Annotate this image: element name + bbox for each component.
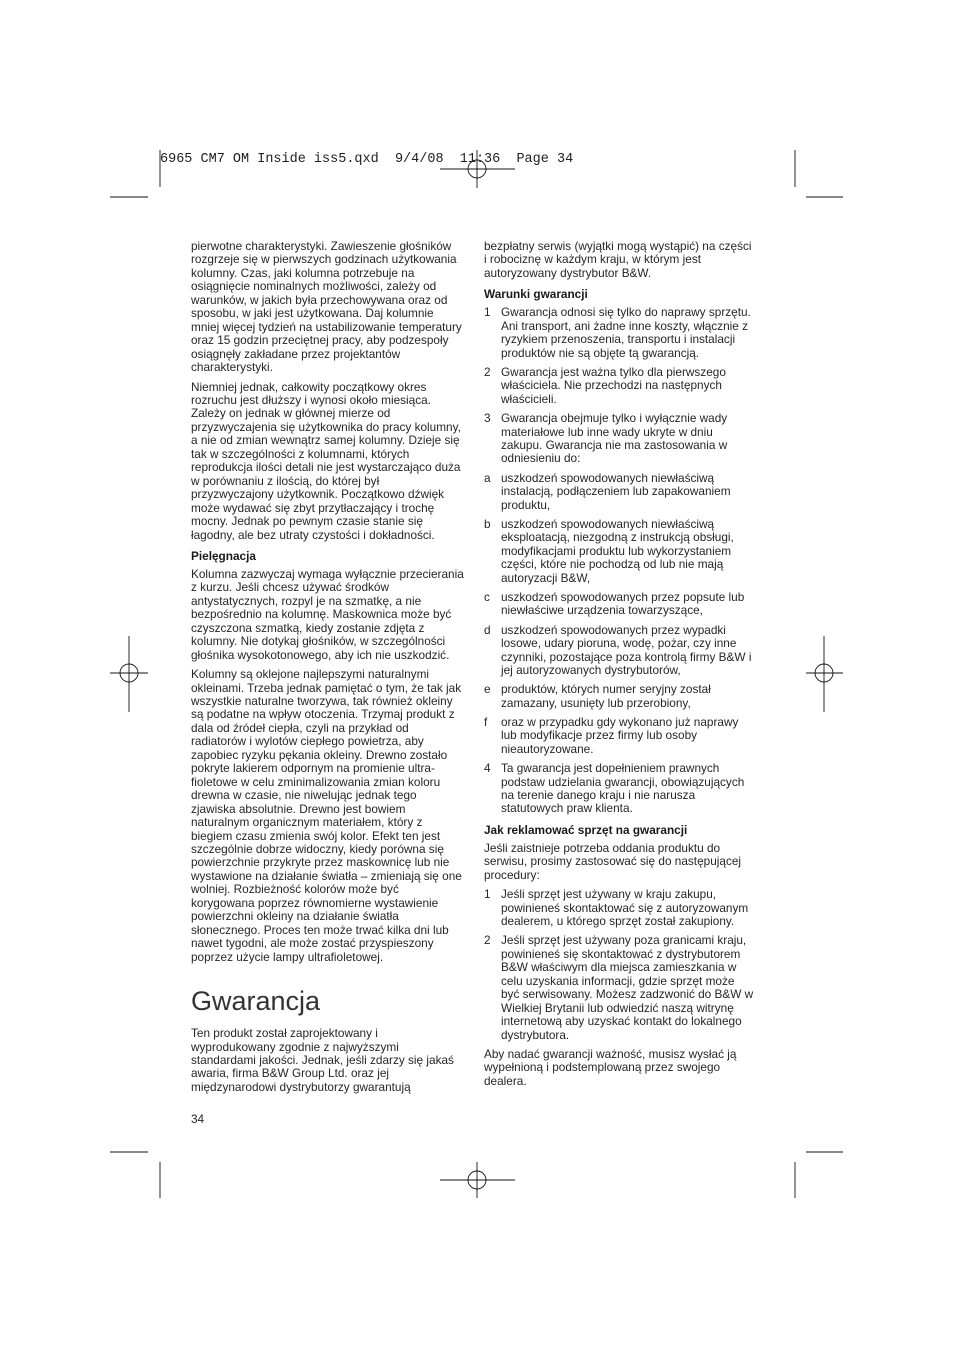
claim-step-item	[484, 888, 776, 928]
condition-item	[484, 366, 776, 406]
condition-item	[484, 472, 776, 512]
item-text: Ta gwarancja jest dopełnieniem prawnych podstaw udzielania gwarancji, obowiązujących na terenie danego kraju i nie narusza statutowych praw klienta.	[501, 761, 745, 816]
condition-item	[484, 624, 776, 678]
item-marker: 2	[484, 933, 491, 948]
item-marker: c	[484, 589, 490, 604]
item-text: uszkodzeń spowodowanych niewłaściwą instalacją, podłączeniem lub zapakowaniem produktu,	[501, 470, 731, 512]
print-slug-header: 6965 CM7 OM Inside iss5.qxd 9/4/08 11:36 Page 34	[160, 152, 574, 167]
condition-item	[484, 518, 776, 585]
item-marker: 1	[484, 305, 491, 320]
item-text: Gwarancja jest ważna tylko dla pierwszego właściciela. Nie przechodzi na następnych właścicieli.	[501, 364, 726, 406]
item-marker: b	[484, 516, 491, 531]
item-text: uszkodzeń spowodowanych przez wypadki losowe, udary pioruna, wodę, pożar, czy inne czynniki, pozostające poza kontrolą firmy B&W i jej autoryzowanych dystrybutorów,	[501, 622, 752, 677]
warranty-section-title: Gwarancja	[191, 986, 321, 1017]
intro-paragraph: Niemniej jednak, całkowity początkowy okres rozruchu jest dłuższy i wynosi około miesiąca. Zależy on jednak w głównej mierze od przyzwyczajenia się użytkownika do pracy kolumny, a nie od zmian wewnątrz samej kolumny. Dzieje się tak w szczególności z kolumnami, których reprodukcja ilości detali nie jest wystarczająco duża w porównaniu z ilością, do której był przyzwyczajony użytkownik. Początkowo dźwięk może wydawać się zbyt przytłaczający i trochę mocny. Jednak po pewnym czasie stanie się łagodny, ale bez utraty czystości i dokładności.	[191, 379, 461, 542]
condition-item	[484, 412, 776, 466]
item-text: Gwarancja odnosi się tylko do naprawy sprzętu. Ani transport, ani żadne inne koszty, włącznie z ryzykiem przenoszenia, transportu i instalacji produktów nie są objęte tą gwarancją.	[501, 305, 751, 360]
closing-paragraph: Aby nadać gwarancji ważność, musisz wysłać ją wypełnioną i podstemplowaną przez swojego dealera.	[484, 1046, 737, 1088]
item-marker: 1	[484, 887, 491, 902]
item-marker: 4	[484, 761, 491, 776]
conditions-heading: Warunki gwarancji	[484, 287, 588, 302]
condition-item	[484, 716, 776, 756]
care-paragraph: Kolumny są oklejone najlepszymi naturalnymi okleinami. Trzeba jednak pamiętać o tym, że tak jak wszystkie naturalne tworzywa, tak również okleiny są podatne na wpływ otoczenia. Trzymaj produkt z dala od źródeł ciepła, czyli na przykład od radiatorów i wylotów ciepłego powietrza, aby zapobiec ryzyku pękania okleiny. Drewno zostało pokryte lakierem odpornym na promienie ultra- fioletowe w celu zminimalizowania zmian koloru drewna w czasie, nie niwelując jednak tego zjawiska absolutnie. Drewno jest bowiem naturalnym organicznym materiałem, który z biegiem czasu zmienia swój kolor. Efekt ten jest szczególnie dobrze widoczny, kiedy porówna się powierzchnie przykryte przez maskownicę lub nie wystawione na działanie światła – zmieniają się one wolniej. Rozbieżność kolorów może być korygowana poprzez równomierne wystawienie powierzchni okleiny na działanie światła słonecznego. Proces ten może trwać kilka dni lub nawet tygodni, ale może zostać przyspieszony poprzez użycie lampy ultrafioletowej.	[191, 667, 462, 964]
condition-item	[484, 762, 776, 816]
item-text: uszkodzeń spowodowanych przez popsute lub niewłaściwe urządzenia towarzyszące,	[501, 589, 745, 618]
claim-intro-paragraph: Jeśli zaistnieje potrzeba oddania produktu do serwisu, prosimy zastosować się do następującej procedury:	[484, 840, 742, 882]
item-marker: 2	[484, 364, 491, 379]
left-column	[191, 240, 476, 1100]
condition-item	[484, 306, 776, 360]
item-text: Jeśli sprzęt jest używany w kraju zakupu, powinieneś skontaktować się z autoryzowanym dealerem, u którego sprzęt został zakupiony.	[501, 887, 749, 929]
item-text: uszkodzeń spowodowanych niewłaściwą eksploatacją, niezgodną z instrukcją obsługi, modyfikacjami produktu lub wykorzystaniem części, które nie pochodzą od lub nie mają autoryzacji B&W,	[501, 516, 734, 585]
condition-item	[484, 591, 776, 618]
item-text: Gwarancja obejmuje tylko i wyłącznie wady materiałowe lub inne wady ukryte w dniu zakupu. Gwarancja nie ma zastosowania w odniesieniu do:	[501, 411, 728, 466]
item-marker: 3	[484, 411, 491, 426]
conditions-list	[484, 306, 776, 816]
intro-paragraph: pierwotne charakterystyki. Zawieszenie głośników rozgrzeje się w pierwszych godzinach użytkowania kolumny. Czas, jaki kolumna potrzebuje na osiągnięcie nominalnych możliwości, zależy od warunków, w jakich była przechowywana oraz od sposobu, w jaki jest użytkowana. Daj kolumnie mniej więcej tydzień na ustabilizowanie temperatury oraz 15 godzin przeciętnej pracy, aby podzespoły osiągnęły zakładane przez projektantów charakterystyki.	[191, 239, 462, 375]
condition-item	[484, 683, 776, 710]
right-column	[484, 240, 776, 1094]
item-text: produktów, których numer seryjny został zamazany, usunięty lub przerobiony,	[501, 682, 711, 710]
claim-step-item	[484, 934, 776, 1042]
care-heading: Pielęgnacja	[191, 548, 256, 563]
item-marker: d	[484, 622, 491, 637]
warranty-intro-continued: bezpłatny serwis (wyjątki mogą wystąpić) na części i robociznę w każdym kraju, w którym jest autoryzowany dystrybutor B&W.	[484, 239, 752, 280]
claim-steps-list	[484, 888, 776, 1042]
claim-heading: Jak reklamować sprzęt na gwarancji	[484, 822, 688, 837]
item-text: oraz w przypadku gdy wykonano już naprawy lub modyfikacje przez firmy lub osoby nieautoryzowane.	[501, 714, 739, 756]
item-marker: e	[484, 682, 491, 697]
item-text: Jeśli sprzęt jest używany poza granicami kraju, powinieneś się skontaktować z dystrybutorem B&W właściwym dla miejsca zamieszkania w celu uzyskania informacji, gdzie sprzęt może być serwisowany. Możesz zadzwonić do B&W w Wielkiej Brytanii lub odwiedzić naszą witrynę internetową aby uzyskać kontakt do lokalnego dystrybutora.	[501, 933, 754, 1042]
warranty-intro-paragraph: Ten produkt został zaprojektowany i wyprodukowany zgodnie z najwyższymi standardami jakości. Jednak, jeśli zdarzy się jakaś awaria, firma B&W Group Ltd. oraz jej międzynarodowi dystrybutorzy gwarantują	[191, 1026, 454, 1094]
page-number: 34	[191, 1112, 205, 1126]
item-marker: a	[484, 470, 491, 485]
care-paragraph: Kolumna zazwyczaj wymaga wyłącznie przecierania z kurzu. Jeśli chcesz używać środków antystatycznych, rozpyl je na szmatkę, a nie bezpośrednio na kolumnę. Maskownica może być czyszczona szmatką, kiedy zostanie zdjęta z kolumny. Nie dotykaj głośników, w szczególności głośnika wysokotonowego, aby ich nie uszkodzić.	[191, 566, 464, 662]
item-marker: f	[484, 714, 488, 729]
